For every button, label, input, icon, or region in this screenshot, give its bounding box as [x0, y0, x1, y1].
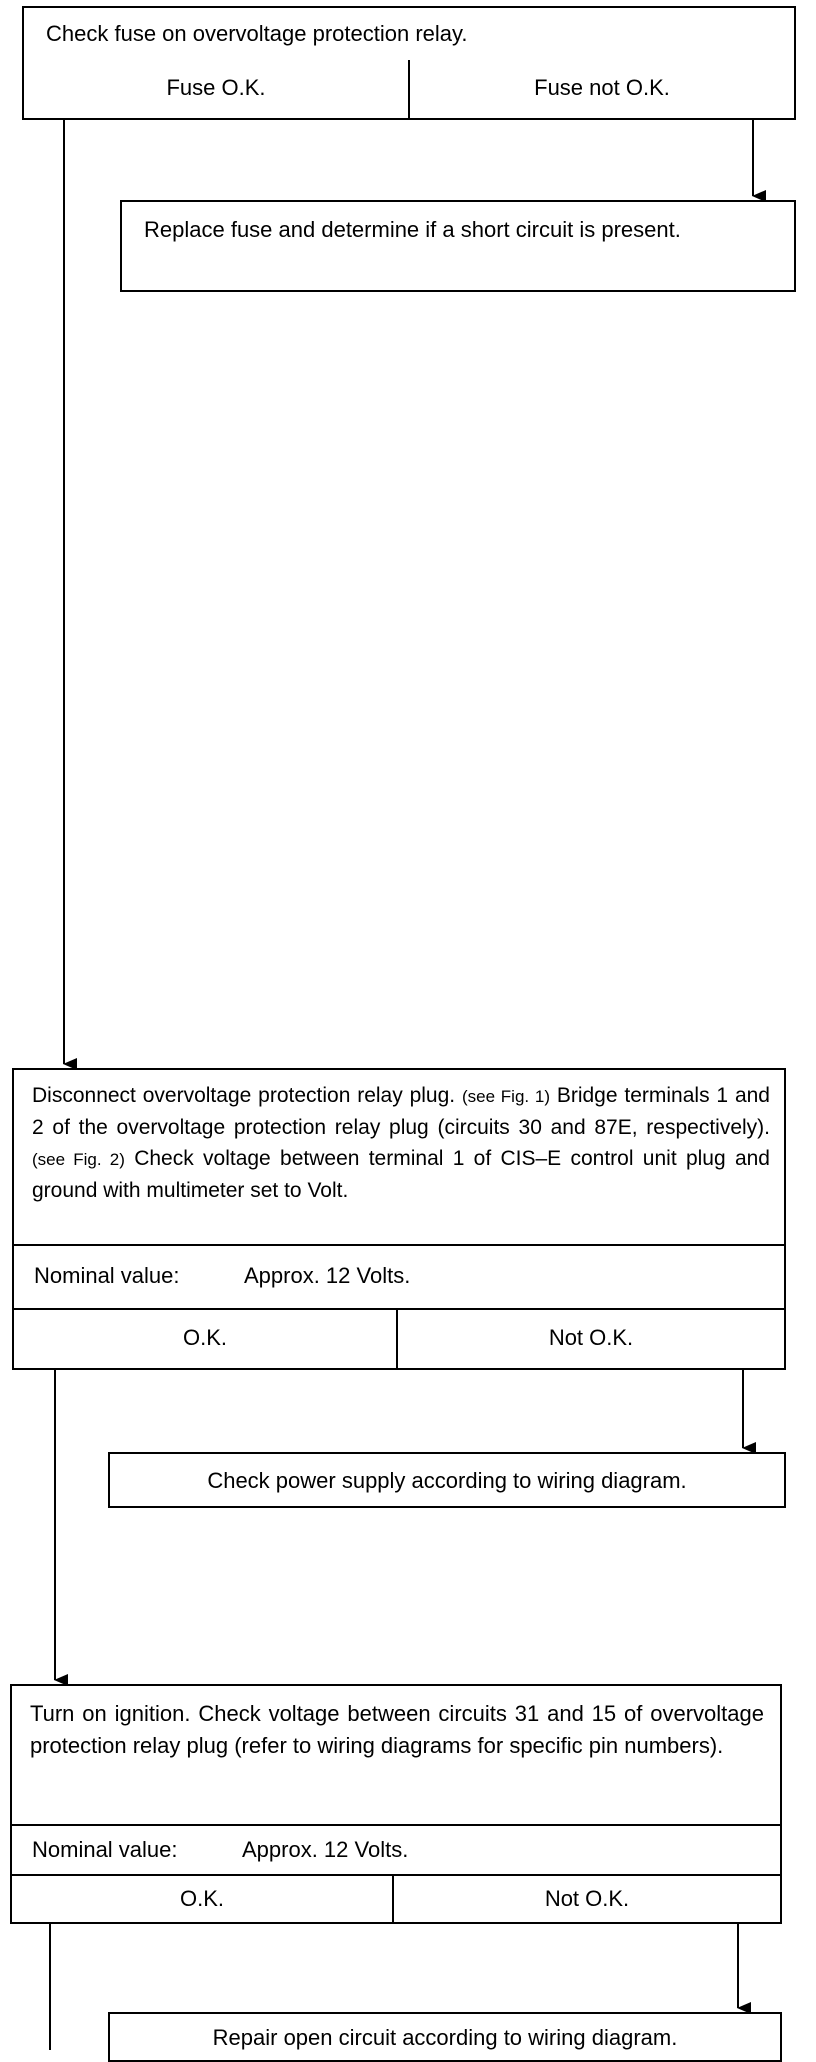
- step1-not-ok-action: Replace fuse and determine if a short circuit is present.: [144, 217, 681, 242]
- step2-instruction-box: [12, 1068, 786, 1246]
- step3-nominal-row: [10, 1826, 782, 1876]
- step2-nominal-label: Nominal value:: [34, 1263, 180, 1288]
- step3-not-ok-action-box: [108, 2012, 782, 2062]
- step2-branch-row: [12, 1310, 786, 1370]
- step2-not-ok-action: Check power supply according to wiring diagram.: [207, 1468, 687, 1493]
- step2-text-part-1: Disconnect overvoltage protection relay plug.: [32, 1084, 462, 1107]
- step3-ok-label: O.K.: [179, 1886, 224, 1911]
- step1-branch-row: [22, 60, 796, 120]
- step1-ok-label: Fuse O.K.: [166, 75, 266, 100]
- step1-instruction-box: [22, 6, 796, 62]
- step1-not-ok-action-box: [120, 200, 796, 292]
- step2-nominal-value: Approx. 12 Volts.: [244, 1263, 411, 1288]
- step2-fig2-ref: (see Fig. 2): [32, 1150, 125, 1169]
- step3-nominal-label: Nominal value:: [32, 1837, 178, 1862]
- step1-instruction: Check fuse on overvoltage protection relay.: [46, 21, 468, 46]
- step1-not-ok-label: Fuse not O.K.: [534, 75, 670, 100]
- step2-ok-label: O.K.: [182, 1325, 227, 1350]
- step2-nominal-row: [12, 1246, 786, 1310]
- step2-not-ok-label: Not O.K.: [548, 1325, 634, 1350]
- step3-nominal-value: Approx. 12 Volts.: [242, 1837, 409, 1862]
- step2-instruction: [32, 1080, 770, 1206]
- step2-text-part-2: Bridge terminals 1 and 2 of the overvoltage protection relay plug (circuits 30 and 87E, respectively).: [32, 1084, 770, 1139]
- step3-instruction-box: [10, 1684, 782, 1826]
- step3-instruction: Turn on ignition. Check voltage between circuits 31 and 15 of overvoltage protection relay plug (refer to wiring diagrams for specific pin numbers).: [30, 1701, 764, 1758]
- step3-not-ok-label: Not O.K.: [544, 1886, 630, 1911]
- step3-not-ok-action: Repair open circuit according to wiring diagram.: [212, 2025, 678, 2050]
- step2-not-ok-action-box: [108, 1452, 786, 1508]
- step2-text-part-3: Check voltage between terminal 1 of CIS–E control unit plug and ground with multimeter set to Volt.: [32, 1147, 770, 1202]
- step2-fig1-ref: (see Fig. 1): [461, 1087, 550, 1106]
- step3-branch-row: [10, 1876, 782, 1924]
